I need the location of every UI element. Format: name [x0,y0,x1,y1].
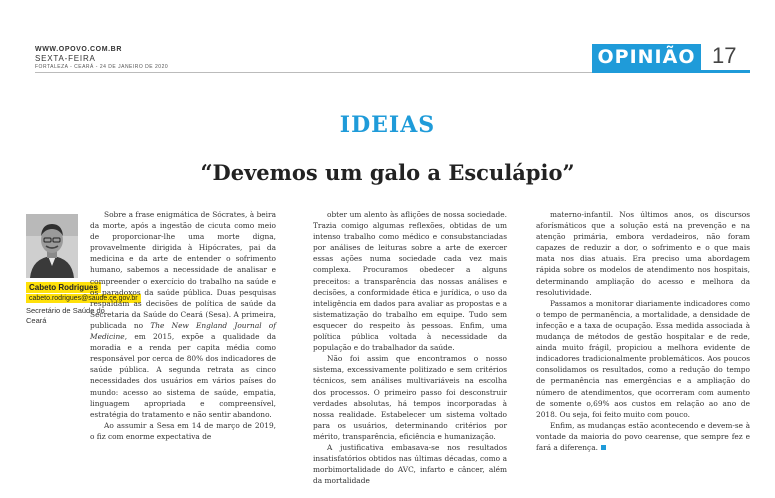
weekday: SEXTA-FEIRA [35,54,96,63]
author-name: Cabeto Rodrigues [26,282,101,293]
paragraph: Sobre a frase enigmática de Sócrates, à beira da morte, após a ingestão de cicuta como meio de proporcionar-lhe uma morte digna, provavelmente dirigida à Hipócrates, pai da medicina e da arte de entender o sofrimento humano, sabemos a necessidade de analisar e compreender o exercício do trabalho na saúde e os paradoxos da saúde pública. Duas pesquisas respaldam as decisões de política de saúde da Secretaria da Saúde do Ceará (Sesa). A primeira, publicada no The New England Journal of Medicine, em 2015, expõe a qualidade da moradia e a renda per capita média como responsável por cerca de 80% dos indicadores de saúde pública. A segunda retrata as cinco necessidades dos usuários em vários países do mundo: acesso ao sistema de saúde, empatia, linguagem apropriada e compreensível, estratégia do tratamento e não sentir abandono. [90,210,276,419]
article-title: “Devemos um galo a Esculápio” [200,160,575,185]
header-accent-rule [592,70,750,73]
end-mark-icon [601,445,606,450]
paragraph: materno-infantil. Nos últimos anos, os discursos aforísmáticos que a solução está na prevenção e na atenção primária, embora verdadeiros, não foram capazes de reduzir a dor, o sofrimento e o que mais mata nos dias atuais. Era preciso uma abordagem rápida sobre os modelos de atendimento nos hospitais, determinando ampliação do acesso e melhora da resolutividade. [536,210,750,297]
page-number: 17 [712,43,737,68]
masthead [35,46,168,70]
paragraph: Ao assumir a Sesa em 14 de março de 2019, o fiz com enorme expectativa de [90,420,276,441]
paragraph: Passamos a monitorar diariamente indicadores como o tempo de permanência, a mortalidade, a densidade de infecção e a taxa de ocupação. Essa medida associada à mudança de métodos de gestão hospitalar e de rede, ainda muito frágil, propiciou a melhora evidente de indicadores tradicionalmente problemáticos. Aos poucos consolidamos os resultados, como a redução do tempo de permanência nas emergências e a ampliação do número de atendimentos, que ocorreram com aumento de somente o,69% aos custos em relação ao ano de 2018. Ou seja, foi feito muito com pouco. [536,298,750,419]
section-label: OPINIÃO [592,44,701,70]
paragraph: Enfim, as mudanças estão acontecendo e devem-se à vontade da maioria do povo cearense, que sempre fez e fará a diferença. [536,420,750,452]
portrait-icon [26,214,78,278]
publication-title: The New England Journal of Medicine [90,320,276,342]
article-column-1 [90,209,276,442]
author-email[interactable]: cabeto.rodrigues@saude.ce.gov.br [26,294,141,303]
author-role: Secretário de Saúde do Ceará [26,306,105,325]
paragraph: A justificativa embasava-se nos resultados insatisfatórios obtidos nas últimas décadas, como a morbimortalidade do AVC, infarto e câncer, além da mortalidade [313,442,507,486]
paragraph: Não foi assim que encontramos o nosso sistema, excessivamente politizado e sem critérios técnicos, sem análises multivariáveis na escolha dos processos. O primeiro passo foi desconstruir verdades absolutas, há tempos incorporadas à nossa realidade. Estabelecer um sistema voltado para os usuários, determinando critérios por mérito, transparência, eficiência e humanização. [313,354,507,441]
site-url[interactable]: WWW.OPOVO.COM.BR [35,46,122,53]
article-column-2 [313,209,507,486]
paragraph: obter um alento às aflições de nossa sociedade. Trazia comigo algumas reflexões, obtidas de um intenso trabalho como médico e consubstanciadas por análises de leituras sobre a arte de exercer essas ações numa sociedade cada vez mais complexa. Procuramos obedecer a alguns preceitos: a transparência das nossas análises e decisões, a conformidade ética e jurídica, o uso da inteligência em dados para avaliar as propostas e a sistematização do trabalho em equipe. Tudo sem esquecer do respeito às pessoas. Enfim, uma política pública voltada à necessidade da população e do trabalhador da saúde. [313,210,507,353]
article-column-3 [536,209,750,453]
author-photo [26,214,78,278]
place-date: FORTALEZA - CEARÁ - 24 DE JANEIRO DE 2020 [35,64,169,70]
section-kicker: IDEIAS [339,112,436,138]
